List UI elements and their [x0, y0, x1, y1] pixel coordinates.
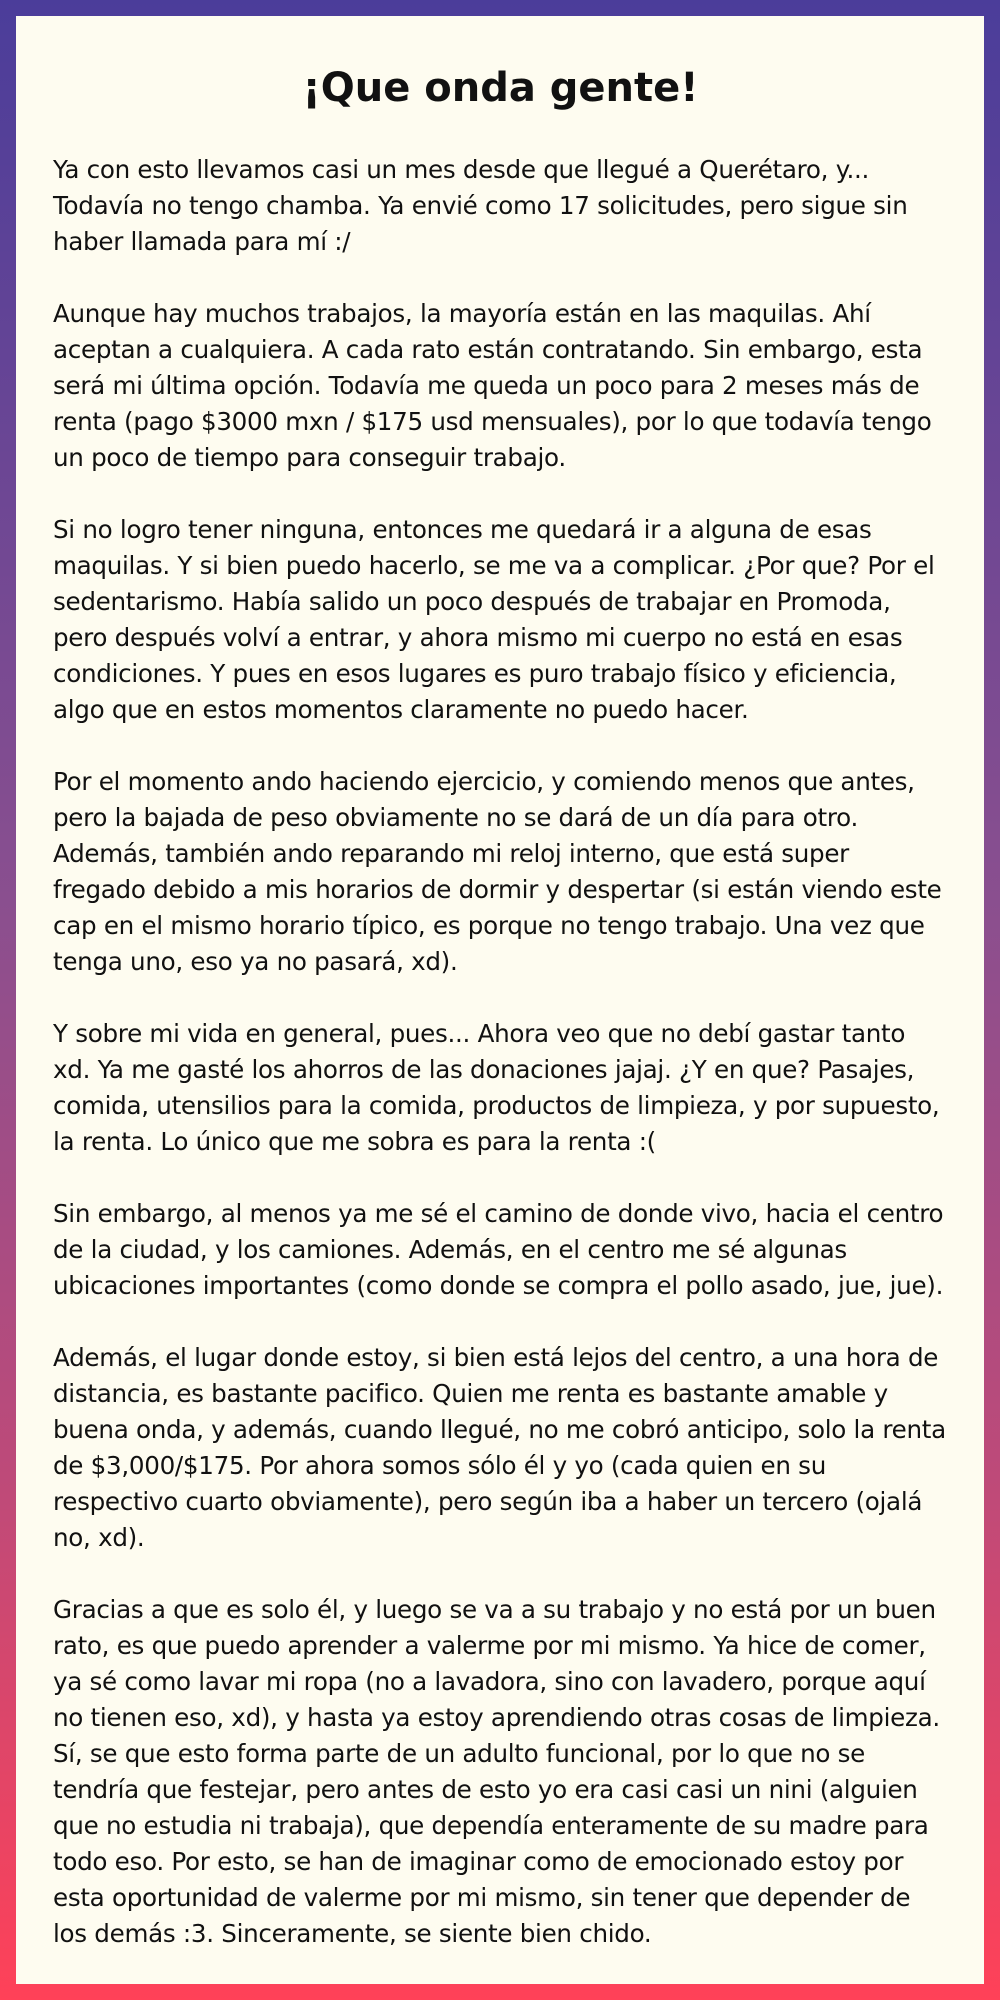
post-card	[16, 16, 984, 1984]
paragraph-6: Sin embargo, al menos ya me sé el camino de donde vivo, hacia el centro de la ciudad, y los camiones. Además, en el centro me sé algunas ubicaciones importantes (como donde se compra el pollo asado, jue, jue).	[53, 1199, 944, 1300]
paragraph-1: Ya con esto llevamos casi un mes desde que llegué a Querétaro, y... Todavía no tengo chamba. Ya envié como 17 solicitudes, pero sigue sin haber llamada para mí :/	[53, 155, 908, 256]
paragraph-8: Gracias a que es solo él, y luego se va a su trabajo y no está por un buen rato, es que puedo aprender a valerme por mi mismo. Ya hice de comer, ya sé como lavar mi ropa (no a lavadora, sino con lavadero, porque aquí no tienen eso, xd), y hasta ya estoy aprendiendo otras cosas de limpieza. Sí, se que esto forma parte de un adulto funcional, por lo que no se tendría que festejar, pero antes de esto yo era casi casi un nini (alguien que no estudia ni trabaja), que dependía enteramente de su madre para todo eso. Por esto, se han de imaginar como de emocionado estoy por esta oportunidad de valerme por mi mismo, sin tener que depender de los demás :3. Sinceramente, se siente bien chido.	[53, 1595, 940, 1948]
post-title: ¡Que onda gente!	[302, 65, 699, 111]
paragraph-5: Y sobre mi vida en general, pues... Ahora veo que no debí gastar tanto xd. Ya me gasté los ahorros de las donaciones jajaj. ¿Y en que? Pasajes, comida, utensilios para la comida, productos de limpieza, y por supuesto, la renta. Lo único que me sobra es para la renta :(	[53, 1019, 940, 1156]
paragraph-7: Además, el lugar donde estoy, si bien está lejos del centro, a una hora de distancia, es bastante pacifico. Quien me renta es bastante amable y buena onda, y además, cuando llegué, no me cobró anticipo, solo la renta de $3,000/$175. Por ahora somos sólo él y yo (cada quien en su respectivo cuarto obviamente), pero según iba a haber un tercero (ojalá no, xd).	[53, 1343, 946, 1552]
paragraph-3: Si no logro tener ninguna, entonces me quedará ir a alguna de esas maquilas. Y si bien puedo hacerlo, se me va a complicar. ¿Por que? Por el sedentarismo. Había salido un poco después de trabajar en Promoda, pero después volví a entrar, y ahora mismo mi cuerpo no está en esas condiciones. Y pues en esos lugares es puro trabajo físico y eficiencia, algo que en estos momentos claramente no puedo hacer.	[53, 515, 935, 724]
paragraph-2: Aunque hay muchos trabajos, la mayoría están en las maquilas. Ahí aceptan a cualquiera. A cada rato están contratando. Sin embargo, esta será mi última opción. Todavía me queda un poco para 2 meses más de renta (pago $3000 mxn / $175 usd mensuales), por lo que todavía tengo un poco de tiempo para conseguir trabajo.	[53, 299, 932, 472]
paragraph-4: Por el momento ando haciendo ejercicio, y comiendo menos que antes, pero la bajada de peso obviamente no se dará de un día para otro. Además, también ando reparando mi reloj interno, que está super fregado debido a mis horarios de dormir y despertar (si están viendo este cap en el mismo horario típico, es porque no tengo trabajo. Una vez que tenga uno, eso ya no pasará, xd).	[53, 767, 942, 976]
